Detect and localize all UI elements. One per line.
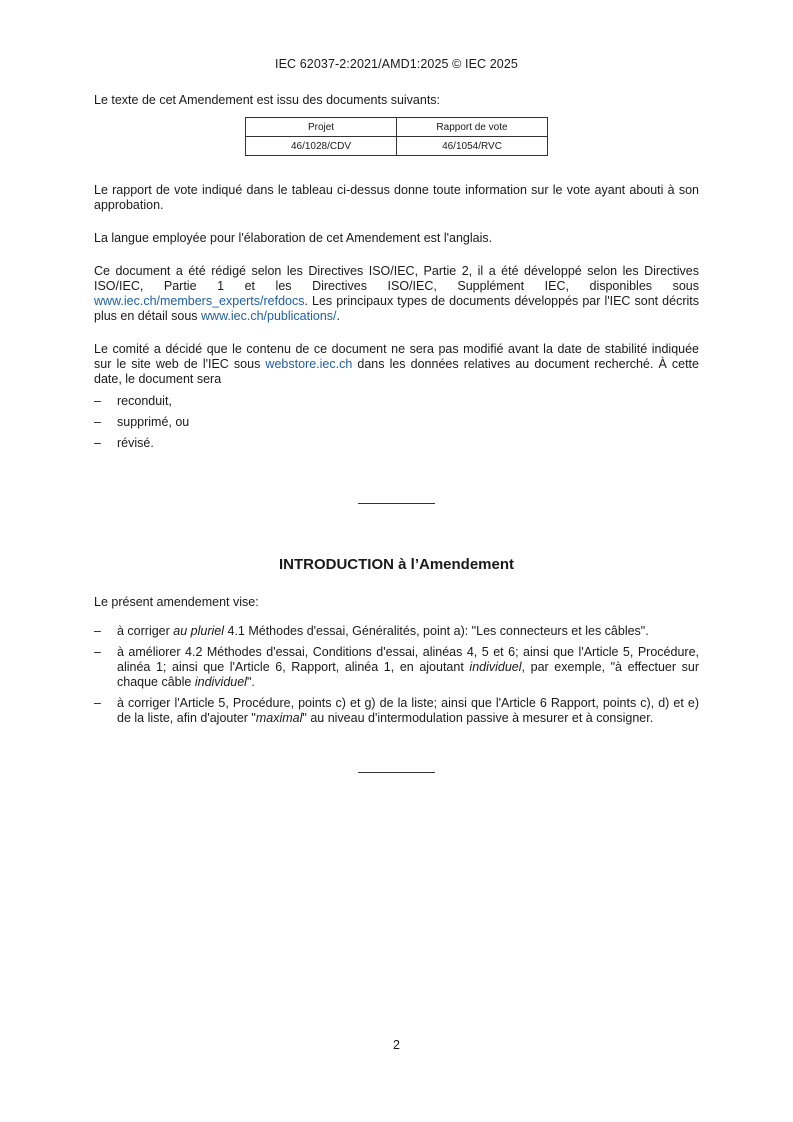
text-span: dans les données relatives au document recherché. À cette date, le document sera bbox=[94, 357, 699, 386]
list-item bbox=[94, 436, 699, 451]
text-span: . bbox=[336, 309, 340, 323]
emphasis-text: individuel bbox=[194, 675, 247, 689]
table-header-cell: Projet bbox=[246, 118, 397, 137]
separator-line bbox=[358, 772, 435, 773]
list-item bbox=[94, 696, 699, 726]
introduction-list bbox=[94, 624, 699, 726]
dash-marker: – bbox=[94, 415, 101, 429]
dash-marker: – bbox=[94, 624, 101, 638]
text-span: " au niveau d'intermodulation passive à mesurer et à consigner. bbox=[302, 711, 654, 725]
text-span: à améliorer 4.2 Méthodes d'essai, Conditions d'essai, alinéas 4, 5 et 6; ainsi que l'Article 5, Procédure, alinéa 1; ainsi que l'Article 6, Rapport, alinéa 1, en ajoutant bbox=[117, 645, 699, 674]
status-list bbox=[94, 394, 699, 451]
introduction-title: INTRODUCTION à l’Amendement bbox=[278, 556, 515, 573]
list-item bbox=[94, 415, 699, 430]
vote-table bbox=[245, 117, 548, 156]
dash-marker: – bbox=[94, 394, 101, 408]
introduction-lead: Le présent amendement vise: bbox=[94, 595, 259, 609]
dash-marker: – bbox=[94, 436, 101, 450]
dash-marker: – bbox=[94, 696, 101, 710]
dash-marker: – bbox=[94, 645, 101, 659]
link-refdocs[interactable]: www.iec.ch/members_experts/refdocs bbox=[94, 294, 305, 308]
text-span: 4.1 Méthodes d'essai, Généralités, point a): "Les connecteurs et les câbles". bbox=[224, 624, 649, 638]
list-item-text: révisé. bbox=[117, 436, 154, 450]
link-webstore[interactable]: webstore.iec.ch bbox=[265, 357, 353, 371]
text-span: . Les principaux types de documents développés par l'IEC sont décrits plus en détail sous bbox=[94, 294, 699, 323]
emphasis-text: individuel bbox=[469, 660, 522, 674]
paragraph-langue: La langue employée pour l'élaboration de cet Amendement est l'anglais. bbox=[94, 231, 493, 245]
emphasis-text: maximal bbox=[255, 711, 303, 725]
text-span: ". bbox=[246, 675, 255, 689]
table-cell: 46/1054/RVC bbox=[397, 137, 548, 156]
list-item-text: reconduit, bbox=[117, 394, 172, 408]
table-row bbox=[246, 137, 548, 156]
page-number: 2 bbox=[393, 1038, 400, 1052]
list-item bbox=[94, 624, 699, 639]
text-span: , par exemple, "à effectuer sur chaque câble bbox=[117, 660, 699, 689]
text-span: Ce document a été rédigé selon les Directives ISO/IEC, Partie 2, il a été développé selon les Directives ISO/IEC, Partie 1 et les Directives ISO/IEC, Supplément IEC, disponibles sous bbox=[94, 264, 699, 293]
emphasis-text: au pluriel bbox=[173, 624, 225, 638]
document-body bbox=[94, 93, 699, 773]
link-publications[interactable]: www.iec.ch/publications/ bbox=[201, 309, 337, 323]
list-item bbox=[94, 394, 699, 409]
table-header-row bbox=[246, 118, 548, 137]
paragraph-vote: Le rapport de vote indiqué dans le tableau ci-dessus donne toute information sur le vote ayant abouti à son approbation. bbox=[94, 183, 699, 212]
paragraph-comite bbox=[94, 342, 699, 387]
text-span: à corriger bbox=[117, 624, 174, 638]
table-cell: 46/1028/CDV bbox=[246, 137, 397, 156]
intro-text: Le texte de cet Amendement est issu des documents suivants: bbox=[94, 93, 441, 107]
paragraph-directives bbox=[94, 264, 699, 324]
list-item bbox=[94, 645, 699, 690]
separator-line bbox=[358, 503, 435, 504]
table-header-cell: Rapport de vote bbox=[397, 118, 548, 137]
list-item-text: supprimé, ou bbox=[117, 415, 190, 429]
page-header: IEC 62037-2:2021/AMD1:2025 © IEC 2025 bbox=[275, 57, 518, 71]
text-span: Le comité a décidé que le contenu de ce document ne sera pas modifié avant la date de stabilité indiquée sur le site web de l'IEC sous bbox=[94, 342, 699, 371]
text-span: à corriger l'Article 5, Procédure, points c) et g) de la liste; ainsi que l'Article 6 Rapport, points c), d) et e) de la liste, afin d'ajouter " bbox=[117, 696, 699, 725]
